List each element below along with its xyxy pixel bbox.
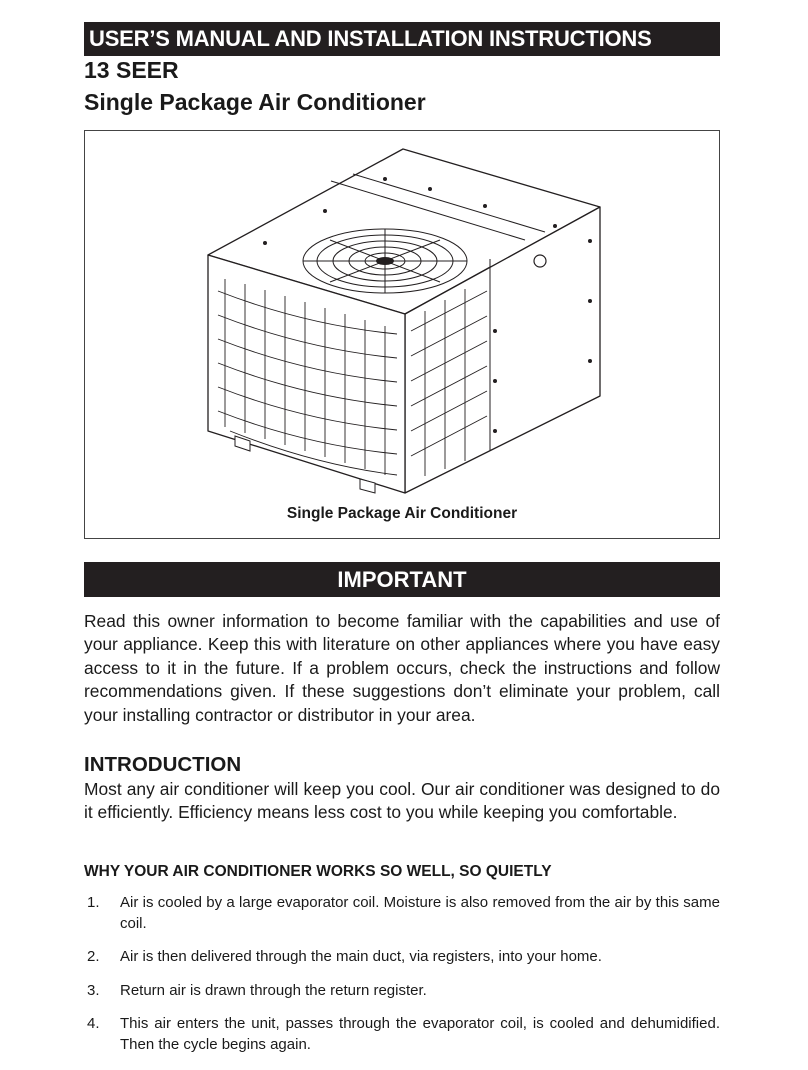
list-item-number: 2. xyxy=(87,948,100,965)
list-item-number: 4. xyxy=(87,1015,100,1032)
list-item-text: Air is then delivered through the main duct, via registers, into your home. xyxy=(120,948,602,965)
figure-caption: Single Package Air Conditioner xyxy=(286,505,518,522)
product-figure xyxy=(84,130,720,539)
air-conditioner-illustration xyxy=(85,131,719,501)
list-item xyxy=(84,893,720,934)
how-it-works-heading: WHY YOUR AIR CONDITIONER WORKS SO WELL, SO QUIETLY xyxy=(84,863,552,880)
manual-title-banner: USER’S MANUAL AND INSTALLATION INSTRUCTIONS xyxy=(84,22,720,56)
seer-rating-title: 13 SEER xyxy=(84,57,179,83)
list-item xyxy=(84,947,720,968)
important-text: Read this owner information to become familiar with the capabilities and use of your appliance. Keep this with literature on other appliances where you have easy access to it in the future. If a problem occurs, check the instructions and follow recommendations given. If these suggestions don’t eliminate your problem, call your installing contractor or distributor in your area. xyxy=(84,611,720,725)
important-heading: IMPORTANT xyxy=(84,562,720,597)
list-item-text: Air is cooled by a large evaporator coil. Moisture is also removed from the air by this same coil. xyxy=(120,894,720,932)
list-item-number: 1. xyxy=(87,894,100,911)
how-it-works-list xyxy=(84,893,720,1068)
list-item-text: Return air is drawn through the return register. xyxy=(120,981,427,999)
list-item-number: 3. xyxy=(87,981,100,999)
list-item xyxy=(84,981,720,1002)
list-item xyxy=(84,1014,720,1055)
introduction-text: Most any air conditioner will keep you cool. Our air conditioner was designed to do it efficiently. Efficiency means less cost to you while keeping you comfortable. xyxy=(84,779,720,823)
introduction-heading: INTRODUCTION xyxy=(84,753,242,776)
list-item-text: This air enters the unit, passes through the evaporator coil, is cooled and dehumidified. Then the cycle begins again. xyxy=(120,1015,720,1053)
product-title: Single Package Air Conditioner xyxy=(84,89,426,115)
